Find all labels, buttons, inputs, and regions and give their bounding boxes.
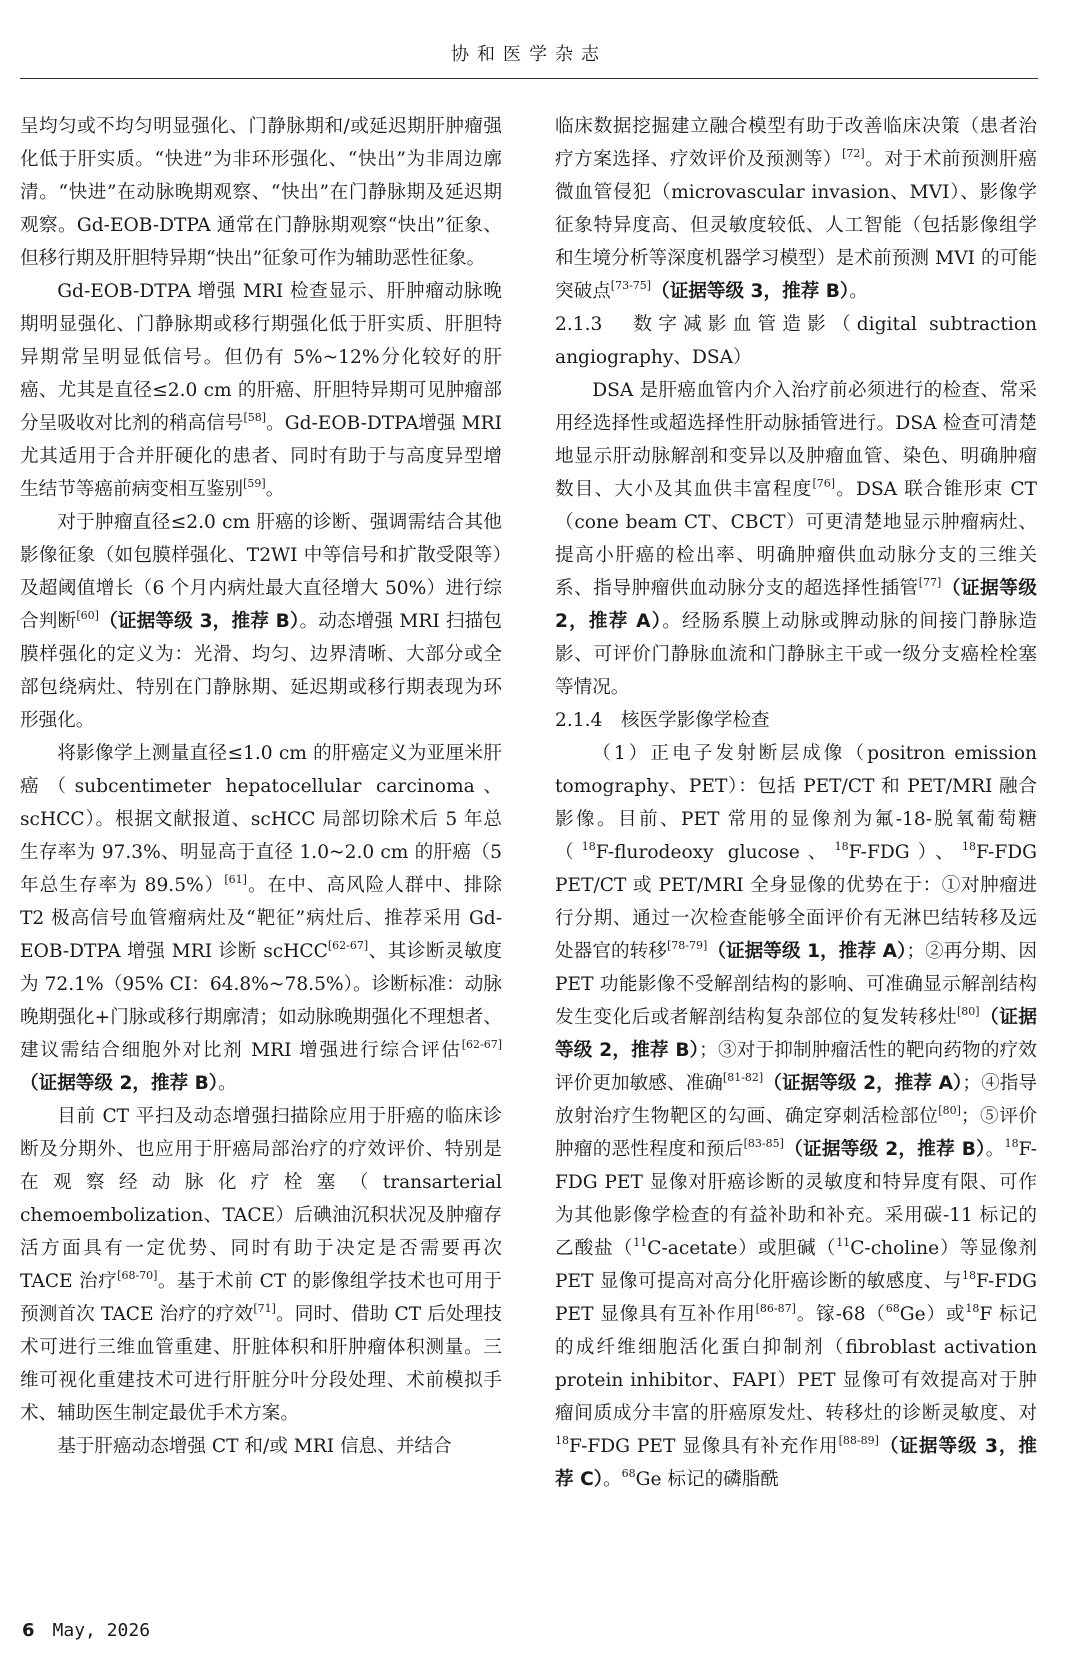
evidence-level: （证据等级 1，推荐 A） [707,941,907,962]
citation: [88-89] [838,1434,879,1447]
evidence-level: （证据等级 3，推荐 B） [651,281,850,302]
citation: [81-82] [722,1071,764,1084]
citation: [83-85] [743,1137,784,1150]
citation: [80] [938,1104,961,1117]
evidence-level: （证据等级 2，推荐 A） [763,1073,963,1094]
citation: [60] [76,609,99,622]
paragraph: 对于肿瘤直径≤2.0 cm 肝癌的诊断、强调需结合其他影像征象（如包膜样强化、T2WI 中等信号和扩散受限等）及超阈值增长（6 个月内病灶最大直径增大 50%）进行综合判断[60]（证据等级 3，推荐 B）。动态增强 MRI 扫描包膜样强化的定义为：光滑、均匀、边界清晰、大部分或全部包绕病灶、特别在门静脉期、延迟期或移行期表现为环形强化。 [20,512,502,731]
running-header: 协和医学杂志 [451,44,607,65]
paragraph: （1）正电子发射断层成像（positron emission tomography、PET）：包括 PET/CT 和 PET/MRI 融合影像。目前、PET 常用的显像剂为氟-18-脱氧葡萄糖（$^{18}$F-flurodeoxy glucose、$^{18}$F-FDG）、$^{18}$F-FDG PET/CT 或 PET/MRI 全身显像的优势在于：①对肿瘤进行分期、通过一次检查能够全面评价有无淋巴结转移及远处器官的转移[78-79]（证据等级 1，推荐 A）；②再分期、因 PET 功能影像不受解剖结构的影响、可准确显示解剖结构发生变化后或者解剖结构复杂部位的复发转移灶[80]（证据等级 2，推荐 B）；③对于抑制肿瘤活性的靶向药物的疗效评价更加敏感、准确[81-82]（证据等级 2，推荐 A）；④指导放射治疗生物靶区的勾画、确定穿刺活检部位[80]；⑤评价肿瘤的恶性程度和预后[83-85]（证据等级 2，推荐 B）。$^{18}$F-FDG PET 显像对肝癌诊断的灵敏度和特异度有限、可作为其他影像学检查的有益补助和补充。采用碳-11 标记的乙酸盐（$^{11}$C-acetate）或胆碱（$^{11}$C-choline）等显像剂 PET 显像可提高对高分化肝癌诊断的敏感度、与$^{18}$F-FDG PET 显像具有互补作用[86-87]。镓-68（$^{68}$Ge）或$^{18}$F 标记的成纤维细胞活化蛋白抑制剂（fibroblast activation protein inhibitor、FAPI）PET 显像可有效提高对于肿瘤间质成分丰富的肝癌原发灶、转移灶的诊断灵敏度、对$^{18}$F-FDG PET 显像具有补充作用[88-89]（证据等级 3，推荐 C）。$^{68}$Ge 标记的磷脂酰 [555,743,1038,1490]
citation: [76] [812,477,836,490]
citation: [62-67] [461,1038,502,1051]
citation: [68-70] [117,1269,158,1282]
citation: [73-75] [610,279,652,292]
page-footer [22,1620,150,1641]
paragraph: 基于肝癌动态增强 CT 和/或 MRI 信息、并结合 [57,1436,452,1457]
left-column [20,110,502,1463]
citation: [80] [956,1005,980,1018]
citation: [62-67] [327,939,369,952]
page-number: 6 [22,1620,35,1641]
evidence-level: （证据等级 2，推荐 B） [555,1007,1037,1061]
evidence-level: （证据等级 2，推荐 B） [783,1139,986,1160]
citation: [72] [842,147,865,160]
paragraph: Gd-EOB-DTPA 增强 MRI 检查显示、肝肿瘤动脉晚期明显强化、门静脉期或移行期强化低于肝实质、肝胆特异期常呈明显低信号。但仍有 5%~12%分化较好的肝癌、尤其是直径≤2.0 cm 的肝癌、肝胆特异期可见肿瘤部分呈吸收对比剂的稍高信号[58]。Gd-EOB-DTPA增强 MRI 尤其适用于合并肝硬化的患者、同时有助于与高度异型增生结节等癌前病变相互鉴别[59]。 [20,281,502,500]
citation: [77] [918,576,942,589]
header-divider [20,78,1038,79]
paragraph: 目前 CT 平扫及动态增强扫描除应用于肝癌的临床诊断及分期外、也应用于肝癌局部治疗的疗效评价、特别是在观察经动脉化疗栓塞（transarterial chemoembolization、TACE）后碘油沉积状况及肿瘤存活方面具有一定优势、同时有助于决定是否需要再次 TACE 治疗[68-70]。基于术前 CT 的影像组学技术也可用于预测首次 TACE 治疗的疗效[71]。同时、借助 CT 后处理技术可进行三维血管重建、肝脏体积和肝肿瘤体积测量。三维可视化重建技术可进行肝脏分叶分段处理、术前模拟手术、辅助医生制定最优手术方案。 [20,1106,503,1424]
section-heading: 2.1.4 核医学影像学检查 [555,710,770,731]
citation: [58] [243,411,267,424]
right-column [555,110,1037,1496]
paragraph: DSA 是肝癌血管内介入治疗前必须进行的检查、常采用经选择性或超选择性肝动脉插管进行。DSA 检查可清楚地显示肝动脉解剖和变异以及肿瘤血管、染色、明确肿瘤数目、大小及其血供丰富程度[76]。DSA 联合锥形束 CT（cone beam CT、CBCT）可更清楚地显示肿瘤病灶、提高小肝癌的检出率、明确肿瘤供血动脉分支的三维关系、指导肿瘤供血动脉分支的超选择性插管[77]（证据等级 2，推荐 A）。经肠系膜上动脉或脾动脉的间接门静脉造影、可评价门静脉血流和门静脉主干或一级分支癌栓栓塞等情况。 [555,380,1037,698]
citation: [59] [243,477,266,490]
paragraph: 临床数据挖掘建立融合模型有助于改善临床决策（患者治疗方案选择、疗效评价及预测等）[72]。对于术前预测肝癌微血管侵犯（microvascular invasion、MVI）、影像学征象特异度高、但灵敏度较低、人工智能（包括影像组学和生境分析等深度机器学习模型）是术前预测 MVI 的可能突破点[73-75]（证据等级 3，推荐 B）。 [555,116,1037,302]
citation: [61] [224,873,247,886]
citation: [71] [253,1302,276,1315]
citation: [78-79] [666,939,708,952]
section-heading: 2.1.3 数字减影血管造影（digital subtraction angiography、DSA） [555,314,1037,368]
issue-date: May, 2026 [52,1620,151,1641]
evidence-level: （证据等级 2，推荐 B） [20,1073,219,1094]
evidence-level: （证据等级 3，推荐 C） [555,1436,1037,1490]
paragraph: 呈均匀或不均匀明显强化、门静脉期和/或延迟期肝肿瘤强化低于肝实质。“快进”为非环形强化、“快出”为非周边廓清。“快进”在动脉晚期观察、“快出”在门静脉期及延迟期观察。Gd-EOB-DTPA 通常在门静脉期观察“快出”征象、但移行期及肝胆特异期“快出”征象可作为辅助恶性征象。 [20,116,502,269]
evidence-level: （证据等级 2，推荐 A） [555,578,1037,632]
citation: [86-87] [755,1302,796,1315]
evidence-level: （证据等级 3，推荐 B） [98,611,300,632]
paragraph: 将影像学上测量直径≤1.0 cm 的肝癌定义为亚厘米肝癌（subcentimeter hepatocellular carcinoma、scHCC）。根据文献报道、scHCC 局部切除术后 5 年总生存率为 97.3%、明显高于直径 1.0~2.0 cm 的肝癌（5 年总生存率为 89.5%）[61]。在中、高风险人群中、排除 T2 极高信号血管瘤病灶及“靶征”病灶后、推荐采用 Gd-EOB-DTPA 增强 MRI 诊断 scHCC[62-67]、其诊断灵敏度为 72.1%（95% CI：64.8%~78.5%）。诊断标准：动脉晚期强化+门脉或移行期廓清；如动脉晚期强化不理想者、建议需结合细胞外对比剂 MRI 增强进行综合评估[62-67]（证据等级 2，推荐 B）。 [20,743,502,1094]
